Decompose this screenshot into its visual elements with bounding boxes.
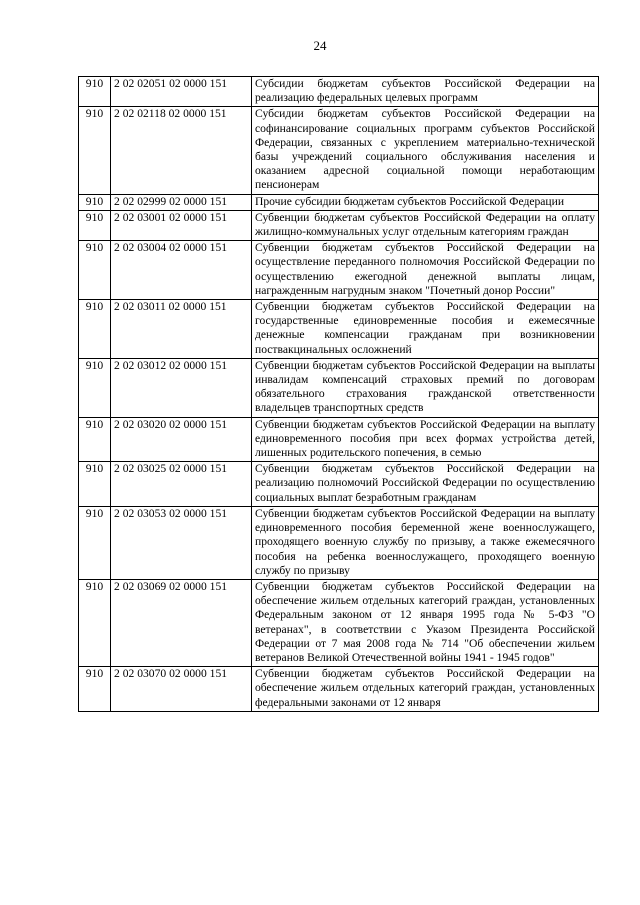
admin-code-cell: 910 bbox=[79, 579, 111, 666]
admin-code-cell: 910 bbox=[79, 241, 111, 300]
description-cell: Субвенции бюджетам субъектов Российской Федерации на выплату единовременного пособия беременной жене военнослужащего, проходящего военную службу по призыву, а также ежемесячного пособия на ребенка военнослужащего, проходящего военную службу по призыву bbox=[252, 506, 599, 579]
description-cell: Субвенции бюджетам субъектов Российской Федерации на государственные единовременные пособия и ежемесячные денежные компенсации гражданам при возникновении поствакцинальных осложнений bbox=[252, 300, 599, 359]
admin-code-cell: 910 bbox=[79, 462, 111, 507]
description-cell: Субсидии бюджетам субъектов Российской Федерации на софинансирование социальных программ субъектов Российской Федерации, связанных с укреплением материально-технической базы учреждений социального обслуживания населения и оказанием адресной социальной помощи неработающим пенсионерам bbox=[252, 107, 599, 194]
budget-code-cell: 2 02 03025 02 0000 151 bbox=[111, 462, 252, 507]
description-cell: Субвенции бюджетам субъектов Российской Федерации на реализацию полномочий Российской Федерации по осуществлению социальных выплат безработным гражданам bbox=[252, 462, 599, 507]
table-row bbox=[79, 77, 599, 107]
table-row bbox=[79, 579, 599, 666]
budget-code-cell: 2 02 02051 02 0000 151 bbox=[111, 77, 252, 107]
table-row bbox=[79, 667, 599, 712]
table-row bbox=[79, 358, 599, 417]
budget-code-cell: 2 02 03011 02 0000 151 bbox=[111, 300, 252, 359]
description-cell: Субвенции бюджетам субъектов Российской Федерации на оплату жилищно-коммунальных услуг отдельным категориям граждан bbox=[252, 210, 599, 240]
admin-code-cell: 910 bbox=[79, 107, 111, 194]
budget-codes-table bbox=[78, 76, 599, 712]
description-cell: Субвенции бюджетам субъектов Российской Федерации на выплаты инвалидам компенсаций страховых премий по договорам обязательного страхования гражданской ответственности владельцев транспортных средств bbox=[252, 358, 599, 417]
admin-code-cell: 910 bbox=[79, 210, 111, 240]
description-cell: Субвенции бюджетам субъектов Российской Федерации на обеспечение жильем отдельных категорий граждан, установленных Федеральным законом от 12 января 1995 года № 5-ФЗ "О ветеранах", в соответствии с Указом Президента Российской Федерации от 7 мая 2008 года № 714 "Об обеспечении жильем ветеранов Великой Отечественной войны 1941 - 1945 годов" bbox=[252, 579, 599, 666]
table-row bbox=[79, 194, 599, 210]
description-cell: Субвенции бюджетам субъектов Российской Федерации на выплату единовременного пособия при всех формах устройства детей, лишенных родительского попечения, в семью bbox=[252, 417, 599, 462]
budget-code-cell: 2 02 03069 02 0000 151 bbox=[111, 579, 252, 666]
budget-code-cell: 2 02 03004 02 0000 151 bbox=[111, 241, 252, 300]
admin-code-cell: 910 bbox=[79, 77, 111, 107]
budget-code-cell: 2 02 02118 02 0000 151 bbox=[111, 107, 252, 194]
admin-code-cell: 910 bbox=[79, 417, 111, 462]
admin-code-cell: 910 bbox=[79, 194, 111, 210]
table-row bbox=[79, 506, 599, 579]
budget-code-cell: 2 02 03053 02 0000 151 bbox=[111, 506, 252, 579]
budget-code-cell: 2 02 03070 02 0000 151 bbox=[111, 667, 252, 712]
table-row bbox=[79, 210, 599, 240]
page-number: 24 bbox=[313, 38, 327, 53]
table-row bbox=[79, 107, 599, 194]
description-cell: Субвенции бюджетам субъектов Российской Федерации на обеспечение жильем отдельных категорий граждан, установленных федеральными законами от 12 января bbox=[252, 667, 599, 712]
admin-code-cell: 910 bbox=[79, 358, 111, 417]
admin-code-cell: 910 bbox=[79, 667, 111, 712]
description-cell: Субвенции бюджетам субъектов Российской Федерации на осуществление переданного полномочия Российской Федерации по осуществлению ежегодной денежной выплаты лицам, награжденным нагрудным знаком "Почетный донор России" bbox=[252, 241, 599, 300]
table-row bbox=[79, 462, 599, 507]
admin-code-cell: 910 bbox=[79, 506, 111, 579]
description-cell: Прочие субсидии бюджетам субъектов Российской Федерации bbox=[252, 194, 599, 210]
budget-code-cell: 2 02 03020 02 0000 151 bbox=[111, 417, 252, 462]
admin-code-cell: 910 bbox=[79, 300, 111, 359]
budget-code-cell: 2 02 03012 02 0000 151 bbox=[111, 358, 252, 417]
budget-code-cell: 2 02 02999 02 0000 151 bbox=[111, 194, 252, 210]
table-row bbox=[79, 300, 599, 359]
budget-code-cell: 2 02 03001 02 0000 151 bbox=[111, 210, 252, 240]
table-row bbox=[79, 417, 599, 462]
table-row bbox=[79, 241, 599, 300]
description-cell: Субсидии бюджетам субъектов Российской Федерации на реализацию федеральных целевых программ bbox=[252, 77, 599, 107]
